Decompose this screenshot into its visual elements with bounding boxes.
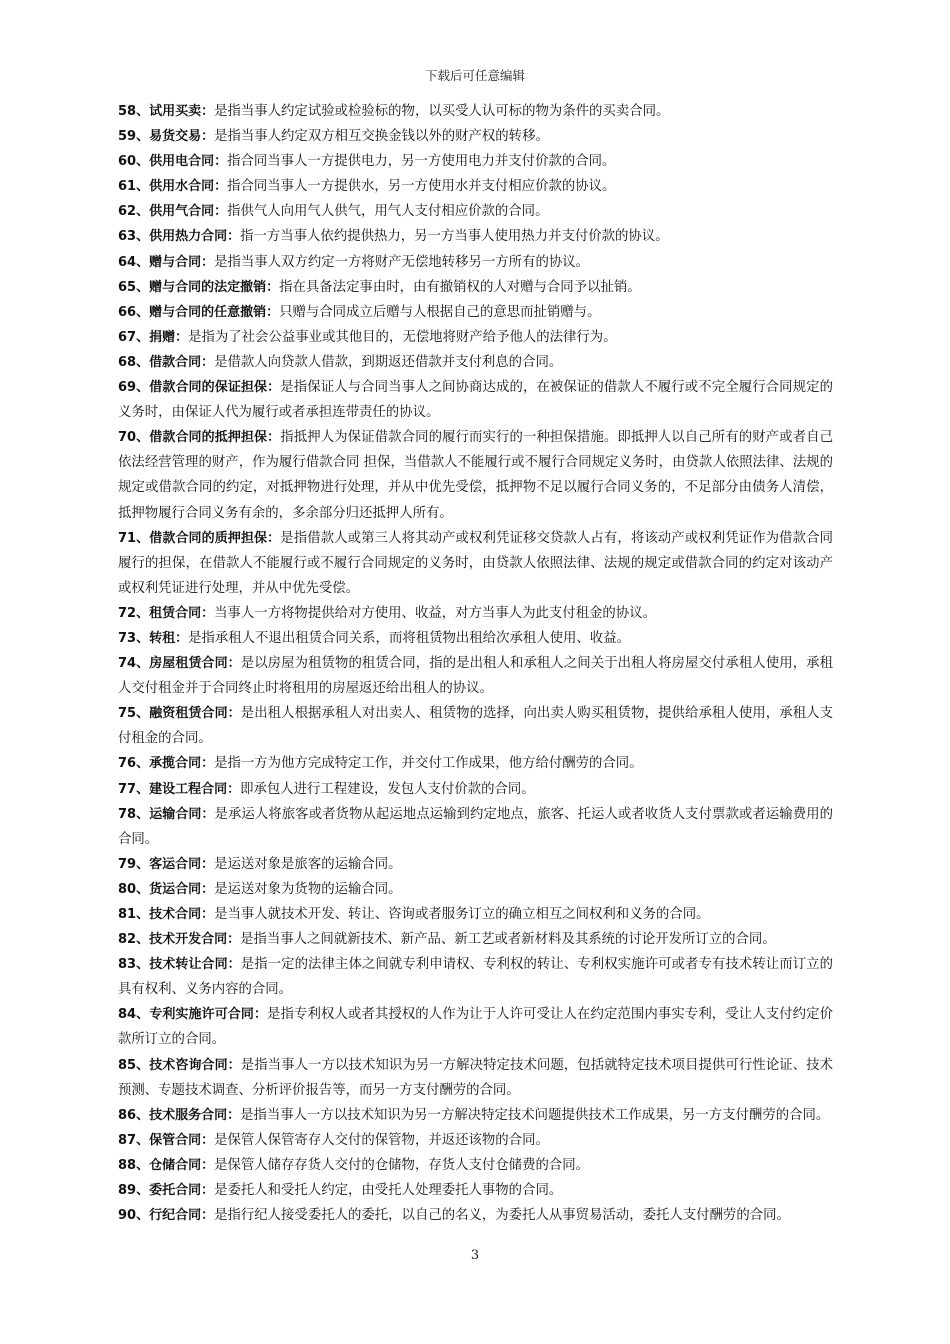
definition-entry bbox=[118, 802, 833, 852]
term-label: 84、专利实施许可合同： bbox=[118, 1007, 268, 1023]
term-label: 71、借款合同的质押担保： bbox=[118, 530, 281, 546]
term-definition: 是出租人根据承租人对出卖人、租赁物的选择，向出卖人购买租赁物，提供给承租人使用，承租人支付租金的合同。 bbox=[118, 706, 834, 747]
term-definition: 是以房屋为租赁物的租赁合同，指的是出租人和承租人之间关于出租人将房屋交付承租人使用，承租人交付租金并于合同终止时将租用的房屋返还给出租人的协议。 bbox=[118, 656, 834, 697]
term-definition: 是指承租人不退出租赁合同关系，而将租赁物出租给次承租人使用、收益。 bbox=[188, 630, 630, 646]
term-definition: 是当事人就技术开发、转让、咨询或者服务订立的确立相互之间权利和义务的合同。 bbox=[214, 907, 710, 922]
term-label: 82、技术开发合同： bbox=[118, 932, 241, 948]
term-label: 70、借款合同的抵押担保： bbox=[118, 430, 281, 446]
term-definition: 是借款人向贷款人借款，到期返还借款并支付利息的合同。 bbox=[214, 354, 563, 370]
term-label: 86、技术服务合同： bbox=[118, 1107, 241, 1123]
term-label: 75、融资租赁合同： bbox=[118, 706, 241, 722]
term-definition: 即承包人进行工程建设，发包人支付价款的合同。 bbox=[240, 781, 535, 797]
term-definition: 是运送对象为货物的运输合同。 bbox=[214, 881, 402, 897]
term-label: 72、租赁合同： bbox=[118, 605, 215, 621]
term-label: 78、运输合同： bbox=[118, 806, 215, 822]
term-label: 87、保管合同： bbox=[118, 1132, 215, 1148]
definition-entry bbox=[118, 149, 833, 174]
term-label: 61、供用水合同： bbox=[118, 179, 228, 195]
term-label: 68、借款合同： bbox=[118, 354, 215, 370]
definition-entry bbox=[118, 350, 833, 375]
term-label: 73、转租： bbox=[118, 630, 189, 646]
definition-entry bbox=[118, 526, 833, 601]
definition-entry bbox=[118, 325, 833, 350]
definition-entry bbox=[118, 250, 833, 275]
term-definition: 是指当事人一方以技术知识为另一方解决特定技术问题提供技术工作成果，另一方支付酬劳的合同。 bbox=[240, 1107, 830, 1123]
term-definition: 是指当事人约定双方相互交换金钱以外的财产权的转移。 bbox=[214, 129, 549, 145]
definition-entry bbox=[118, 275, 833, 300]
definition-entry bbox=[118, 1103, 833, 1128]
term-definition: 是承运人将旅客或者货物从起运地点运输到约定地点，旅客、托运人或者收货人支付票款或者运输费用的合同。 bbox=[118, 806, 834, 847]
definition-entry bbox=[118, 902, 833, 927]
term-definition: 是指当事人双方约定一方将财产无偿地转移另一方所有的协议。 bbox=[214, 254, 590, 270]
term-label: 80、货运合同： bbox=[118, 881, 215, 897]
definition-entry bbox=[118, 375, 833, 425]
term-label: 89、委托合同： bbox=[118, 1183, 215, 1199]
page-header: 下载后可任意编辑 bbox=[424, 68, 525, 83]
term-label: 83、技术转让合同： bbox=[118, 957, 241, 973]
definition-entry bbox=[118, 626, 833, 651]
definition-entry bbox=[118, 1153, 833, 1178]
term-definition: 是运送对象是旅客的运输合同。 bbox=[214, 856, 402, 872]
definition-entry bbox=[118, 701, 833, 751]
definition-entry bbox=[118, 751, 833, 776]
term-label: 62、供用气合同： bbox=[118, 204, 228, 220]
definition-entry bbox=[118, 1203, 833, 1228]
term-definition: 是指当事人之间就新技术、新产品、新工艺或者新材料及其系统的讨论开发所订立的合同。 bbox=[240, 932, 776, 948]
term-definition: 指在具备法定事由时，由有撤销权的人对赠与合同予以扯销。 bbox=[279, 279, 641, 295]
definition-entry bbox=[118, 877, 833, 902]
definition-entry bbox=[118, 601, 833, 626]
term-label: 66、赠与合同的任意撤销： bbox=[118, 304, 280, 320]
term-label: 58、试用买卖： bbox=[118, 104, 215, 119]
term-label: 85、技术咨询合同： bbox=[118, 1057, 241, 1073]
term-definition: 指供气人向用气人供气，用气人支付相应价款的合同。 bbox=[227, 204, 549, 220]
definition-entry bbox=[118, 99, 833, 124]
definition-entry bbox=[118, 224, 833, 249]
term-label: 65、赠与合同的法定撤销： bbox=[118, 279, 280, 295]
definition-entry bbox=[118, 199, 833, 224]
definition-entry bbox=[118, 1053, 833, 1103]
term-label: 63、供用热力合同： bbox=[118, 229, 241, 245]
term-definition: 是指为了社会公益事业或其他目的，无偿地将财产给予他人的法律行为。 bbox=[188, 329, 617, 345]
term-definition: 是保管人储存存货人交付的仓储物，存货人支付仓储费的合同。 bbox=[214, 1157, 590, 1173]
term-label: 69、借款合同的保证担保： bbox=[118, 380, 281, 396]
term-label: 77、建设工程合同： bbox=[118, 781, 241, 797]
term-definition: 只赠与合同成立后赠与人根据自己的意思而扯销赠与。 bbox=[279, 304, 601, 320]
term-definition: 是保管人保管寄存人交付的保管物，并返还该物的合同。 bbox=[214, 1132, 549, 1148]
term-definition: 是指行纪人接受委托人的委托，以自己的名义，为委托人从事贸易活动，委托人支付酬劳的合同。 bbox=[214, 1208, 790, 1224]
definition-entry bbox=[118, 124, 833, 149]
term-definition: 当事人一方将物提供给对方使用、收益，对方当事人为此支付租金的协议。 bbox=[214, 605, 656, 621]
term-label: 59、易货交易： bbox=[118, 129, 215, 145]
term-definition: 是指当事人约定试验或检验标的物，以买受人认可标的物为条件的买卖合同。 bbox=[214, 104, 670, 119]
definition-entry bbox=[118, 300, 833, 325]
definition-entry bbox=[118, 174, 833, 199]
term-label: 67、捐赠： bbox=[118, 329, 189, 345]
definition-entry bbox=[118, 852, 833, 877]
term-definition: 是指借款人或第三人将其动产或权利凭证移交贷款人占有，将该动产或权利凭证作为借款合同履行的担保，在借款人不能履行或不履行合同规定的义务时，由贷款人依照法律、法规的规定或借款合同的约定对该动产或权利凭证进行处理，并从中优先受偿。 bbox=[118, 530, 834, 596]
definition-entry bbox=[118, 425, 833, 525]
term-definition: 是指一方为他方完成特定工作，并交付工作成果，他方给付酬劳的合同。 bbox=[214, 756, 643, 772]
term-definition: 指一方当事人依约提供热力，另一方当事人使用热力并支付价款的协议。 bbox=[240, 229, 669, 245]
term-definition: 指合同当事人一方提供水，另一方使用水并支付相应价款的协议。 bbox=[227, 179, 616, 195]
definition-entry bbox=[118, 927, 833, 952]
document-body bbox=[118, 99, 833, 1228]
term-definition: 指合同当事人一方提供电力，另一方使用电力并支付价款的合同。 bbox=[227, 154, 616, 170]
definition-entry bbox=[118, 952, 833, 1002]
term-definition: 是指专利权人或者其授权的人作为让于人许可受让人在约定范围内事实专利，受让人支付约定价款所订立的合同。 bbox=[118, 1007, 833, 1048]
term-definition: 是指当事人一方以技术知识为另一方解决特定技术问题，包括就特定技术项目提供可行性论证、技术预测、专题技术调查、分析评价报告等，而另一方支付酬劳的合同。 bbox=[118, 1057, 834, 1098]
term-definition: 是指保证人与合同当事人之间协商达成的，在被保证的借款人不履行或不完全履行合同规定的义务时，由保证人代为履行或者承担连带责任的协议。 bbox=[118, 380, 834, 421]
definition-entry bbox=[118, 777, 833, 802]
term-label: 88、仓储合同： bbox=[118, 1157, 215, 1173]
term-definition: 是指一定的法律主体之间就专利申请权、专利权的转让、专利权实施许可或者专有技术转让而订立的具有权利、义务内容的合同。 bbox=[118, 957, 834, 998]
term-definition: 指抵押人为保证借款合同的履行而实行的一种担保措施。即抵押人以自己所有的财产或者自己依法经营管理的财产，作为履行借款合同 担保，当借款人不能履行或不履行合同规定义务时，由贷款人依照法律、法规的规定或借款合同的约定，对抵押物进行处理，并从中优先受偿，抵押物不足以履行合同义务的，不足部分由债务人清偿，抵押物履行合同义务有余的，多余部分归还抵押人所有。 bbox=[118, 430, 834, 521]
term-label: 79、客运合同： bbox=[118, 856, 215, 872]
term-label: 64、赠与合同： bbox=[118, 254, 215, 270]
term-label: 60、供用电合同： bbox=[118, 154, 228, 170]
term-label: 74、房屋租赁合同： bbox=[118, 656, 241, 672]
definition-entry bbox=[118, 1178, 833, 1203]
term-label: 90、行纪合同： bbox=[118, 1208, 215, 1224]
term-definition: 是委托人和受托人约定，由受托人处理委托人事物的合同。 bbox=[214, 1183, 563, 1199]
page-number: 3 bbox=[470, 1248, 480, 1263]
definition-entry bbox=[118, 1128, 833, 1153]
term-label: 81、技术合同： bbox=[118, 907, 215, 922]
definition-entry bbox=[118, 651, 833, 701]
term-label: 76、承揽合同： bbox=[118, 756, 215, 772]
definition-entry bbox=[118, 1002, 833, 1052]
